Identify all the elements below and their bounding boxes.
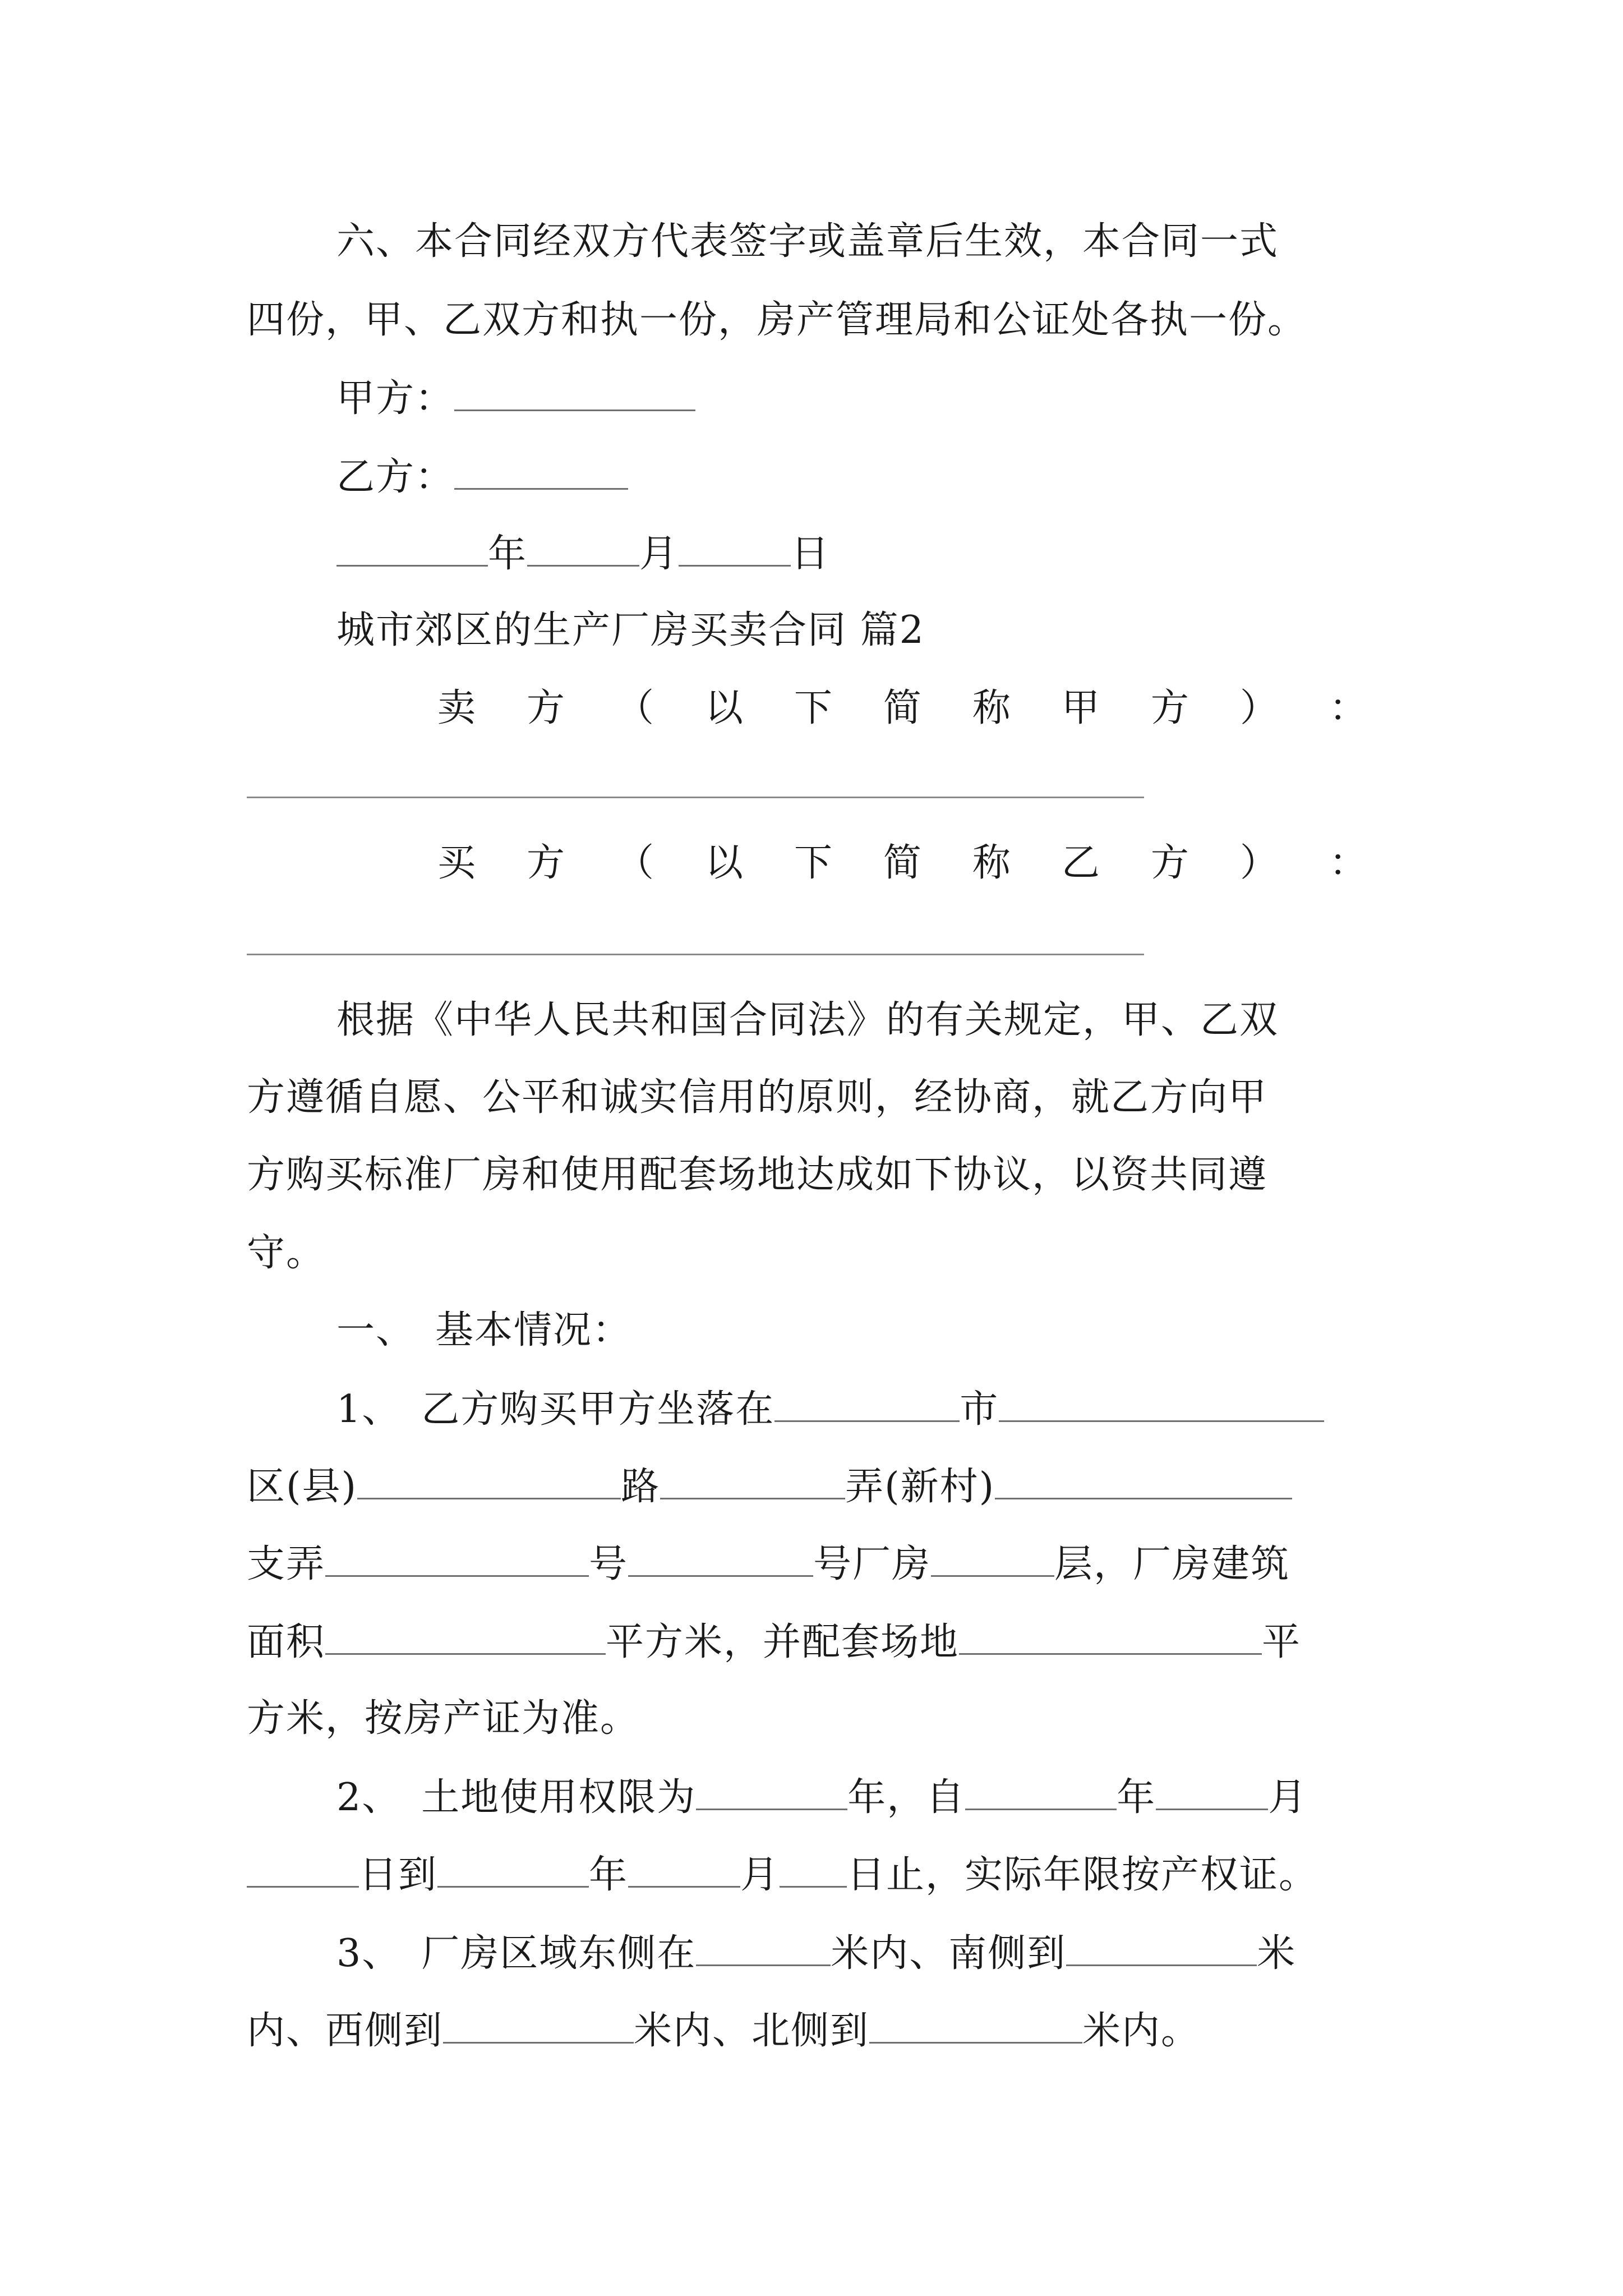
end-year-label: 年 bbox=[589, 1853, 629, 1897]
ping-label: 平 bbox=[1262, 1620, 1302, 1664]
buyer-char: 乙 bbox=[1061, 841, 1101, 885]
year-from-label: 年，自 bbox=[847, 1775, 966, 1820]
factory-no-label: 号厂房 bbox=[813, 1542, 932, 1586]
party-b-label: 乙方： bbox=[336, 455, 455, 499]
item-2-line-1 bbox=[336, 1774, 1391, 1820]
buyer-char: （ bbox=[615, 841, 655, 885]
intro-line-1: 根据《中华人民共和国合同法》的有关规定，甲、乙双 bbox=[336, 998, 1279, 1042]
lane-blank[interactable] bbox=[995, 1463, 1292, 1499]
mi-label: 米 bbox=[1257, 1931, 1297, 1976]
date-year-label: 年 bbox=[488, 532, 528, 576]
date-year-blank[interactable] bbox=[336, 530, 488, 567]
party-b-line bbox=[336, 453, 1391, 499]
start-day-blank[interactable] bbox=[247, 1851, 359, 1888]
area-blank[interactable] bbox=[325, 1618, 606, 1655]
seller-line bbox=[437, 685, 1368, 731]
city-suffix-blank[interactable] bbox=[999, 1386, 1324, 1422]
buyer-underline[interactable] bbox=[247, 954, 1144, 955]
buyer-char: ） bbox=[1239, 841, 1279, 885]
branch-lane-blank[interactable] bbox=[325, 1540, 589, 1577]
district-blank[interactable] bbox=[357, 1463, 621, 1499]
intro-line-3: 方购买标准厂房和使用配套场地达成如下协议，以资共同遵 bbox=[247, 1153, 1268, 1197]
item-1-prefix: 1、 乙方购买甲方坐落在 bbox=[336, 1387, 775, 1432]
site-blank[interactable] bbox=[959, 1618, 1262, 1655]
start-year-blank[interactable] bbox=[965, 1774, 1117, 1810]
end-day-blank[interactable] bbox=[780, 1851, 847, 1888]
term-years-blank[interactable] bbox=[696, 1774, 847, 1810]
seller-char: 方 bbox=[1150, 686, 1190, 730]
site-label: 平方米，并配套场地 bbox=[606, 1620, 960, 1664]
north-blank[interactable] bbox=[869, 2007, 1082, 2044]
north-label: 米内、北侧到 bbox=[634, 2009, 870, 2053]
item-1-line-5: 方米，按房产证为准。 bbox=[247, 1696, 640, 1741]
buyer-char: 称 bbox=[972, 841, 1012, 885]
floor-label: 层，厂房建筑 bbox=[1054, 1542, 1290, 1586]
city-blank[interactable] bbox=[774, 1386, 960, 1422]
buyer-char: 简 bbox=[883, 841, 923, 885]
west-blank[interactable] bbox=[443, 2007, 634, 2044]
day-to-label: 日到 bbox=[359, 1853, 438, 1897]
south-label: 米内、南侧到 bbox=[831, 1931, 1067, 1976]
seller-underline[interactable] bbox=[247, 797, 1144, 798]
seller-char: 卖 bbox=[437, 686, 477, 730]
area-label: 面积 bbox=[247, 1620, 326, 1664]
seller-char: 以 bbox=[704, 686, 744, 730]
clause-6-line-1: 六、本合同经双方代表签字或盖章后生效，本合同一式 bbox=[336, 219, 1279, 264]
seller-char: 称 bbox=[972, 686, 1012, 730]
party-a-label: 甲方： bbox=[336, 376, 455, 421]
start-month-label: 月 bbox=[1268, 1775, 1308, 1820]
road-label: 路 bbox=[621, 1465, 661, 1509]
branch-lane-label: 支弄 bbox=[247, 1542, 326, 1586]
end-month-blank[interactable] bbox=[628, 1851, 740, 1888]
end-year-blank[interactable] bbox=[437, 1851, 589, 1888]
buyer-line bbox=[437, 840, 1368, 886]
seller-char: （ bbox=[615, 686, 655, 730]
item-2-prefix: 2、 土地使用权限为 bbox=[336, 1775, 697, 1820]
item-3-line-2 bbox=[247, 2007, 1391, 2053]
item-1-line-2 bbox=[247, 1463, 1391, 1509]
seller-char: ） bbox=[1239, 686, 1279, 730]
seller-char: 下 bbox=[794, 686, 833, 730]
seller-char: ： bbox=[1329, 686, 1368, 730]
buyer-char: ： bbox=[1329, 841, 1368, 885]
end-month-label: 月 bbox=[740, 1853, 780, 1897]
start-year-label: 年 bbox=[1117, 1775, 1156, 1820]
item-1-line-4 bbox=[247, 1618, 1391, 1664]
end-label: 日止，实际年限按产权证。 bbox=[847, 1853, 1318, 1897]
floor-blank[interactable] bbox=[931, 1540, 1054, 1577]
buyer-char: 下 bbox=[794, 841, 833, 885]
west-label: 内、西侧到 bbox=[247, 2009, 444, 2053]
intro-line-4: 守。 bbox=[247, 1231, 326, 1275]
item-3-line-1 bbox=[336, 1930, 1391, 1976]
seller-char: 甲 bbox=[1061, 686, 1101, 730]
item-2-line-2 bbox=[247, 1851, 1391, 1897]
basic-heading: 一、 基本情况： bbox=[336, 1308, 632, 1352]
number-label: 号 bbox=[589, 1542, 629, 1586]
clause-6-line-2: 四份，甲、乙双方和执一份，房产管理局和公证处各执一份。 bbox=[247, 298, 1307, 342]
date-day-blank[interactable] bbox=[679, 530, 791, 567]
item-1-line-3 bbox=[247, 1540, 1391, 1586]
lane-label: 弄(新村) bbox=[845, 1465, 995, 1509]
city-label: 市 bbox=[960, 1387, 999, 1432]
party-b-blank[interactable] bbox=[454, 453, 628, 490]
date-month-blank[interactable] bbox=[527, 530, 639, 567]
east-blank[interactable] bbox=[696, 1930, 831, 1966]
number-blank[interactable] bbox=[628, 1540, 813, 1577]
date-month-label: 月 bbox=[639, 532, 679, 576]
road-blank[interactable] bbox=[660, 1463, 845, 1499]
intro-line-2: 方遵循自愿、公平和诚实信用的原则，经协商，就乙方向甲 bbox=[247, 1075, 1268, 1120]
date-day-label: 日 bbox=[791, 532, 831, 576]
party-a-line bbox=[336, 375, 1391, 421]
section-title: 城市郊区的生产厂房买卖合同 篇2 bbox=[336, 608, 925, 652]
item-1-line-1 bbox=[336, 1386, 1391, 1432]
seller-char: 简 bbox=[883, 686, 923, 730]
buyer-char: 方 bbox=[526, 841, 566, 885]
item-3-prefix: 3、 厂房区域东侧在 bbox=[336, 1931, 697, 1976]
buyer-char: 以 bbox=[704, 841, 744, 885]
buyer-char: 方 bbox=[1150, 841, 1190, 885]
district-label: 区(县) bbox=[247, 1465, 358, 1509]
item-3-end-label: 米内。 bbox=[1082, 2009, 1201, 2053]
start-month-blank[interactable] bbox=[1156, 1774, 1268, 1810]
buyer-char: 买 bbox=[437, 841, 477, 885]
south-blank[interactable] bbox=[1066, 1930, 1257, 1966]
party-a-blank[interactable] bbox=[454, 375, 695, 411]
date-line bbox=[336, 530, 1391, 576]
seller-char: 方 bbox=[526, 686, 566, 730]
